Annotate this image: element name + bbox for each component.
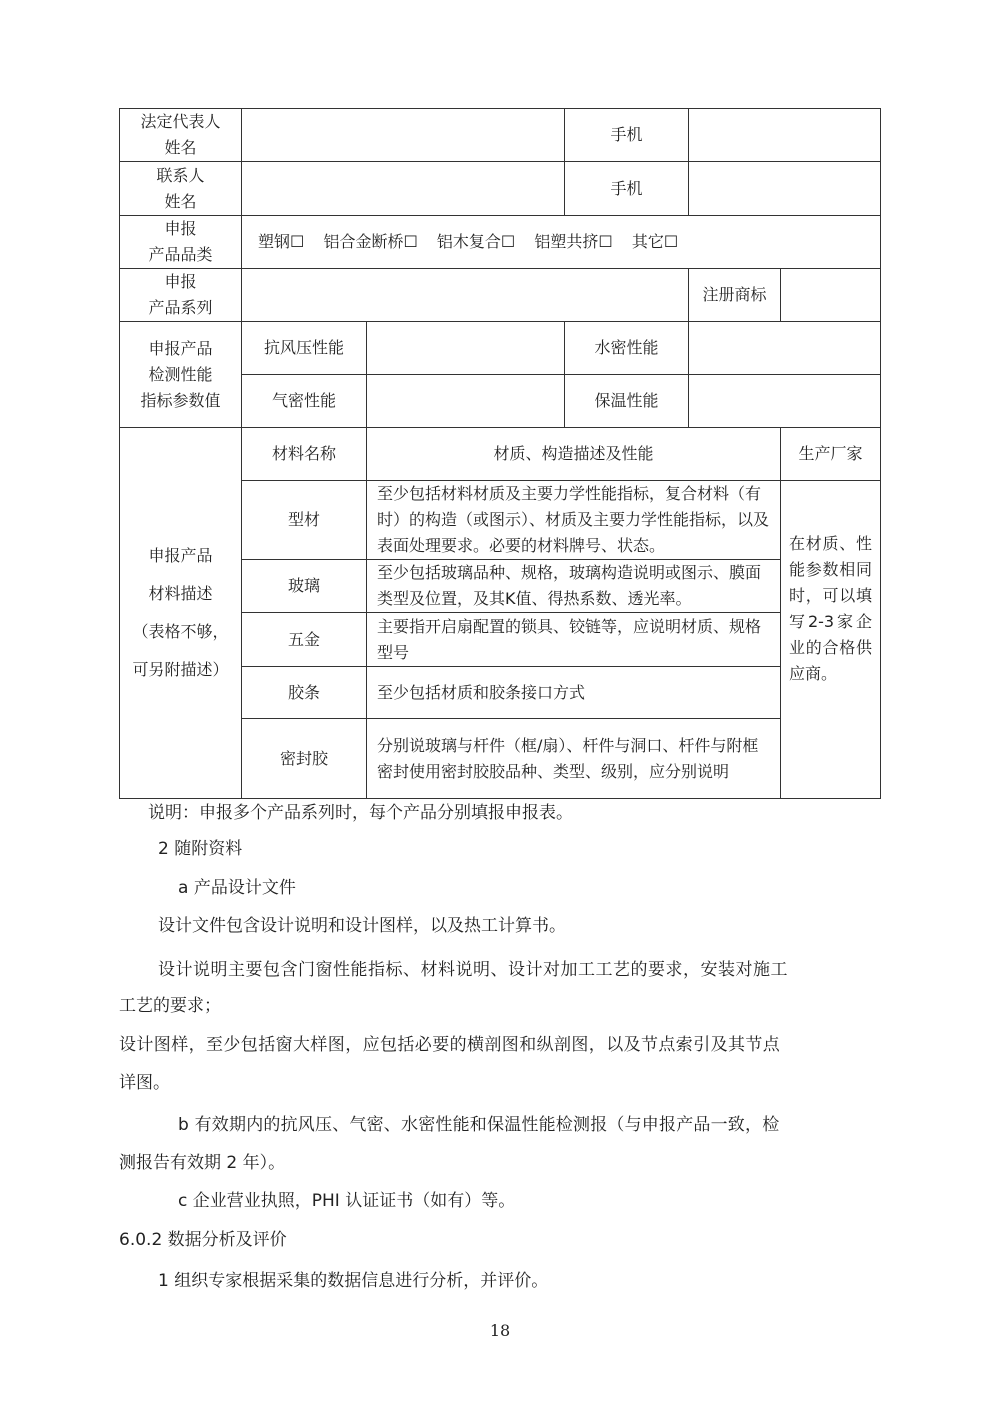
wind-pressure-label: 抗风压性能 [242, 322, 367, 375]
material-desc-profile: 至少包括材料材质及主要力学性能指标，复合材料（有时）的构造（或图示）、材质及主要力学性能指标，以及表面处理要求。必要的材料牌号、状态。 [367, 481, 781, 560]
material-name-hardware: 五金 [242, 613, 367, 667]
air-tightness-label: 气密性能 [242, 375, 367, 428]
phone-label-2: 手机 [565, 162, 689, 216]
category-option-other[interactable]: 其它☐ [631, 232, 679, 251]
wind-pressure-value[interactable] [367, 322, 565, 375]
phone-label-1: 手机 [565, 109, 689, 162]
manufacturer-header: 生产厂家 [781, 428, 881, 481]
section-item-1: 1 组织专家根据采集的数据信息进行分析，并评价。 [158, 1271, 549, 1291]
material-desc-gasket: 至少包括材质和胶条接口方式 [367, 667, 781, 719]
air-tightness-value[interactable] [367, 375, 565, 428]
section-item-2: 2 随附资料 [158, 839, 243, 859]
form-note: 说明：申报多个产品系列时，每个产品分别填报申报表。 [148, 803, 573, 823]
design-drawings-line-2: 详图。 [119, 1073, 170, 1093]
legal-rep-label: 法定代表人 姓名 [120, 109, 242, 162]
design-files-paragraph: 设计文件包含设计说明和设计图样，以及热工计算书。 [158, 916, 566, 936]
item-b-test-reports-line-1: b 有效期内的抗风压、气密、水密性能和保温性能检测报（与申报产品一致，检 [178, 1115, 780, 1135]
item-c-business-license: c 企业营业执照，PHI 认证证书（如有）等。 [178, 1191, 516, 1211]
series-value[interactable] [242, 269, 689, 322]
category-label: 申报 产品品类 [120, 216, 242, 269]
section-heading-6-0-2: 6.0.2 数据分析及评价 [119, 1230, 287, 1250]
material-name-sealant: 密封胶 [242, 719, 367, 799]
material-desc-header: 材质、构造描述及性能 [367, 428, 781, 481]
phone-value-1[interactable] [689, 109, 881, 162]
category-option-aluminum-plastic[interactable]: 铝塑共挤☐ [534, 232, 613, 251]
performance-label: 申报产品 检测性能 指标参数值 [120, 322, 242, 428]
trademark-value[interactable] [781, 269, 881, 322]
thermal-value[interactable] [689, 375, 881, 428]
contact-label: 联系人 姓名 [120, 162, 242, 216]
category-option-plastic-steel[interactable]: 塑钢☐ [258, 232, 305, 251]
water-tightness-label: 水密性能 [565, 322, 689, 375]
item-a-design-files: a 产品设计文件 [178, 878, 296, 898]
page-number: 18 [489, 1321, 511, 1340]
item-b-test-reports-line-2: 测报告有效期 2 年）。 [119, 1153, 286, 1173]
water-tightness-value[interactable] [689, 322, 881, 375]
legal-rep-value[interactable] [242, 109, 565, 162]
material-desc-glass: 至少包括玻璃品种、规格，玻璃构造说明或图示、膜面类型及位置，及其K值、得热系数、透光率。 [367, 560, 781, 613]
material-name-glass: 玻璃 [242, 560, 367, 613]
category-options [242, 216, 881, 269]
series-label: 申报 产品系列 [120, 269, 242, 322]
phone-value-2[interactable] [689, 162, 881, 216]
material-desc-hardware: 主要指开启扇配置的锁具、铰链等，应说明材质、规格型号 [367, 613, 781, 667]
category-option-thermal-break-aluminum[interactable]: 铝合金断桥☐ [323, 232, 418, 251]
application-form-table [119, 108, 881, 799]
material-desc-sealant: 分别说玻璃与杆件（框/扇）、杆件与洞口、杆件与附框密封使用密封胶胶品种、类型、级别，应分别说明 [367, 719, 781, 799]
design-notes-line-1: 设计说明主要包含门窗性能指标、材料说明、设计对加工工艺的要求，安装对施工 [158, 960, 788, 980]
design-notes-line-2: 工艺的要求； [119, 996, 221, 1016]
thermal-label: 保温性能 [565, 375, 689, 428]
material-label: 申报产品 材料描述 （表格不够， 可另附描述） [120, 428, 242, 799]
contact-value[interactable] [242, 162, 565, 216]
material-name-header: 材料名称 [242, 428, 367, 481]
manufacturer-note: 在材质、性能参数相同时，可以填写2-3家企业的合格供应商。 [781, 481, 881, 799]
design-drawings-line-1: 设计图样，至少包括窗大样图，应包括必要的横剖图和纵剖图，以及节点索引及其节点 [119, 1035, 781, 1055]
material-name-gasket: 胶条 [242, 667, 367, 719]
category-option-aluminum-wood[interactable]: 铝木复合☐ [436, 232, 516, 251]
trademark-label: 注册商标 [689, 269, 781, 322]
material-name-profile: 型材 [242, 481, 367, 560]
